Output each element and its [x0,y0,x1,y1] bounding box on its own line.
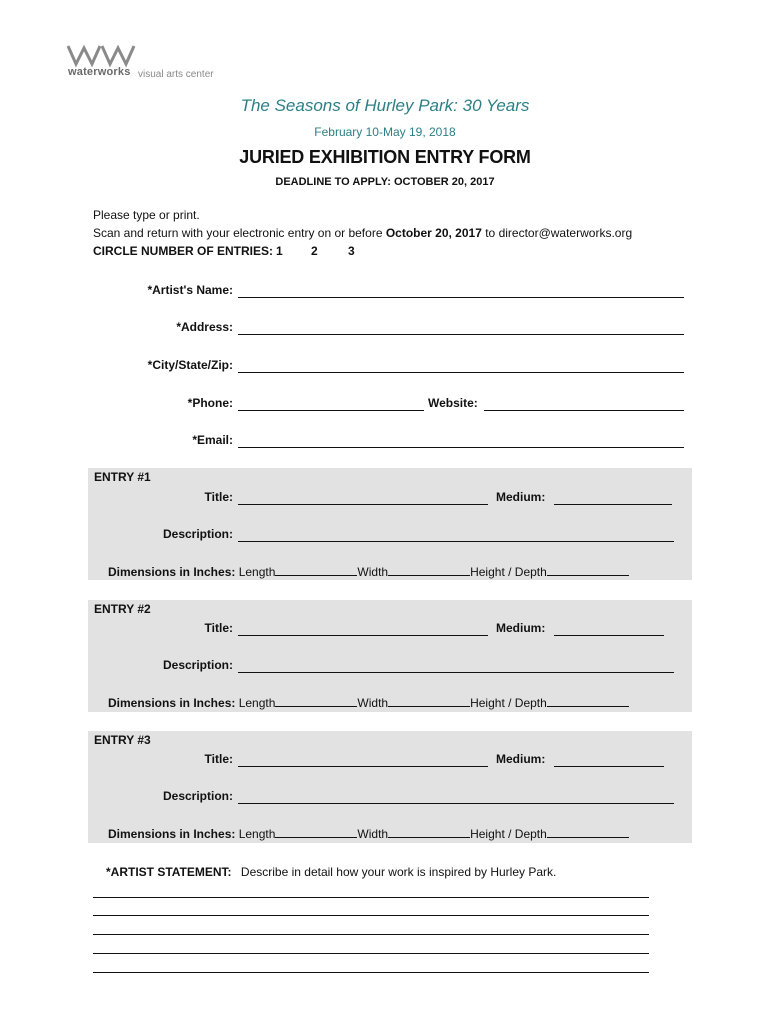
entry-2-dimensions-row [108,696,629,710]
entry-3-heading: ENTRY #3 [94,733,151,747]
entry-3-description-field[interactable] [238,803,674,804]
entry-3-medium-label: Medium: [496,752,546,766]
phone-field[interactable] [238,410,424,411]
artist-statement-row [106,865,556,879]
entry-3-dimensions-label: Dimensions in Inches: [108,827,236,841]
entry-2-length-field[interactable] [275,696,357,707]
website-label: Website: [428,396,478,410]
entry-2-length-label: Length [238,696,276,710]
intro-line-2-end: to director@waterworks.org [481,226,633,240]
entry-1-length-label: Length [238,565,276,579]
entry-3-width-field[interactable] [388,827,470,838]
entry-1-title-field[interactable] [238,504,488,505]
address-field[interactable] [238,334,684,335]
artist-statement-line-5[interactable] [93,972,649,973]
artist-statement-prompt: Describe in detail how your work is inspired by Hurley Park. [240,865,557,879]
entry-1-medium-field[interactable] [554,504,672,505]
entry-2-heading: ENTRY #2 [94,602,151,616]
deadline: DEADLINE TO APPLY: OCTOBER 20, 2017 [275,176,495,188]
intro-line-2 [93,226,632,240]
city-state-zip-label: *City/State/Zip: [147,358,233,372]
entry-3-length-field[interactable] [275,827,357,838]
entry-1-dimensions-row [108,565,629,579]
entry-2-description-label: Description: [162,658,233,672]
artist-statement-line-1[interactable] [93,897,649,898]
entry-3-description-label: Description: [162,789,233,803]
artist-statement-line-3[interactable] [93,934,649,935]
exhibition-title: The Seasons of Hurley Park: 30 Years [240,96,530,115]
entry-1-description-field[interactable] [238,541,674,542]
logo-tagline: visual arts center [138,69,214,80]
waterworks-logo-icon [66,42,138,68]
circle-entries-label: CIRCLE NUMBER OF ENTRIES: [93,244,273,258]
entry-3-width-label: Width [357,827,389,841]
entry-2-medium-field[interactable] [554,635,664,636]
entry-3-dimensions-row [108,827,629,841]
city-state-zip-field[interactable] [238,372,684,373]
entry-1-section [88,468,692,580]
entry-2-width-label: Width [357,696,389,710]
entry-3-height-label: Height / Depth [470,827,547,841]
entry-1-height-label: Height / Depth [470,565,547,579]
entries-option-3[interactable]: 3 [348,244,355,258]
entry-2-title-field[interactable] [238,635,488,636]
entry-2-section [88,600,692,712]
entry-1-height-field[interactable] [547,565,629,576]
entry-3-title-field[interactable] [238,766,488,767]
email-label: *Email: [192,433,233,447]
form-title: JURIED EXHIBITION ENTRY FORM [239,147,531,167]
entry-1-heading: ENTRY #1 [94,470,151,484]
waterworks-logo [66,42,236,86]
entry-1-width-field[interactable] [388,565,470,576]
entry-2-medium-label: Medium: [496,621,546,635]
circle-entries-row [93,244,355,258]
deadline-date: October 20, 2017 [385,226,482,240]
entry-3-title-label: Title: [204,752,233,766]
entry-3-section [88,731,692,843]
entry-1-medium-label: Medium: [496,490,546,504]
artist-statement-label: *ARTIST STATEMENT: [106,865,232,879]
artist-name-label: *Artist's Name: [147,283,233,297]
entry-2-height-field[interactable] [547,696,629,707]
intro-line-2-text: Scan and return with your electronic entry on or before [93,226,386,240]
entries-option-1[interactable]: 1 [276,244,283,258]
artist-statement-line-2[interactable] [93,915,649,916]
phone-label: *Phone: [187,396,233,410]
website-field[interactable] [484,410,684,411]
entry-1-description-label: Description: [162,527,233,541]
address-label: *Address: [176,320,233,334]
logo-brand-text: waterworks [68,66,131,78]
entry-2-width-field[interactable] [388,696,470,707]
entry-2-dimensions-label: Dimensions in Inches: [108,696,236,710]
entry-1-width-label: Width [357,565,389,579]
entry-2-height-label: Height / Depth [470,696,547,710]
intro-line-1: Please type or print. [93,208,200,222]
entry-3-height-field[interactable] [547,827,629,838]
entry-1-length-field[interactable] [275,565,357,576]
entry-2-description-field[interactable] [238,672,674,673]
artist-statement-line-4[interactable] [93,953,649,954]
artist-name-field[interactable] [238,297,684,298]
email-field[interactable] [238,447,684,448]
entry-2-title-label: Title: [204,621,233,635]
entry-1-dimensions-label: Dimensions in Inches: [108,565,236,579]
exhibition-dates: February 10-May 19, 2018 [314,125,456,139]
entry-3-medium-field[interactable] [554,766,664,767]
entry-3-length-label: Length [238,827,276,841]
entries-option-2[interactable]: 2 [311,244,318,258]
entry-1-title-label: Title: [204,490,233,504]
